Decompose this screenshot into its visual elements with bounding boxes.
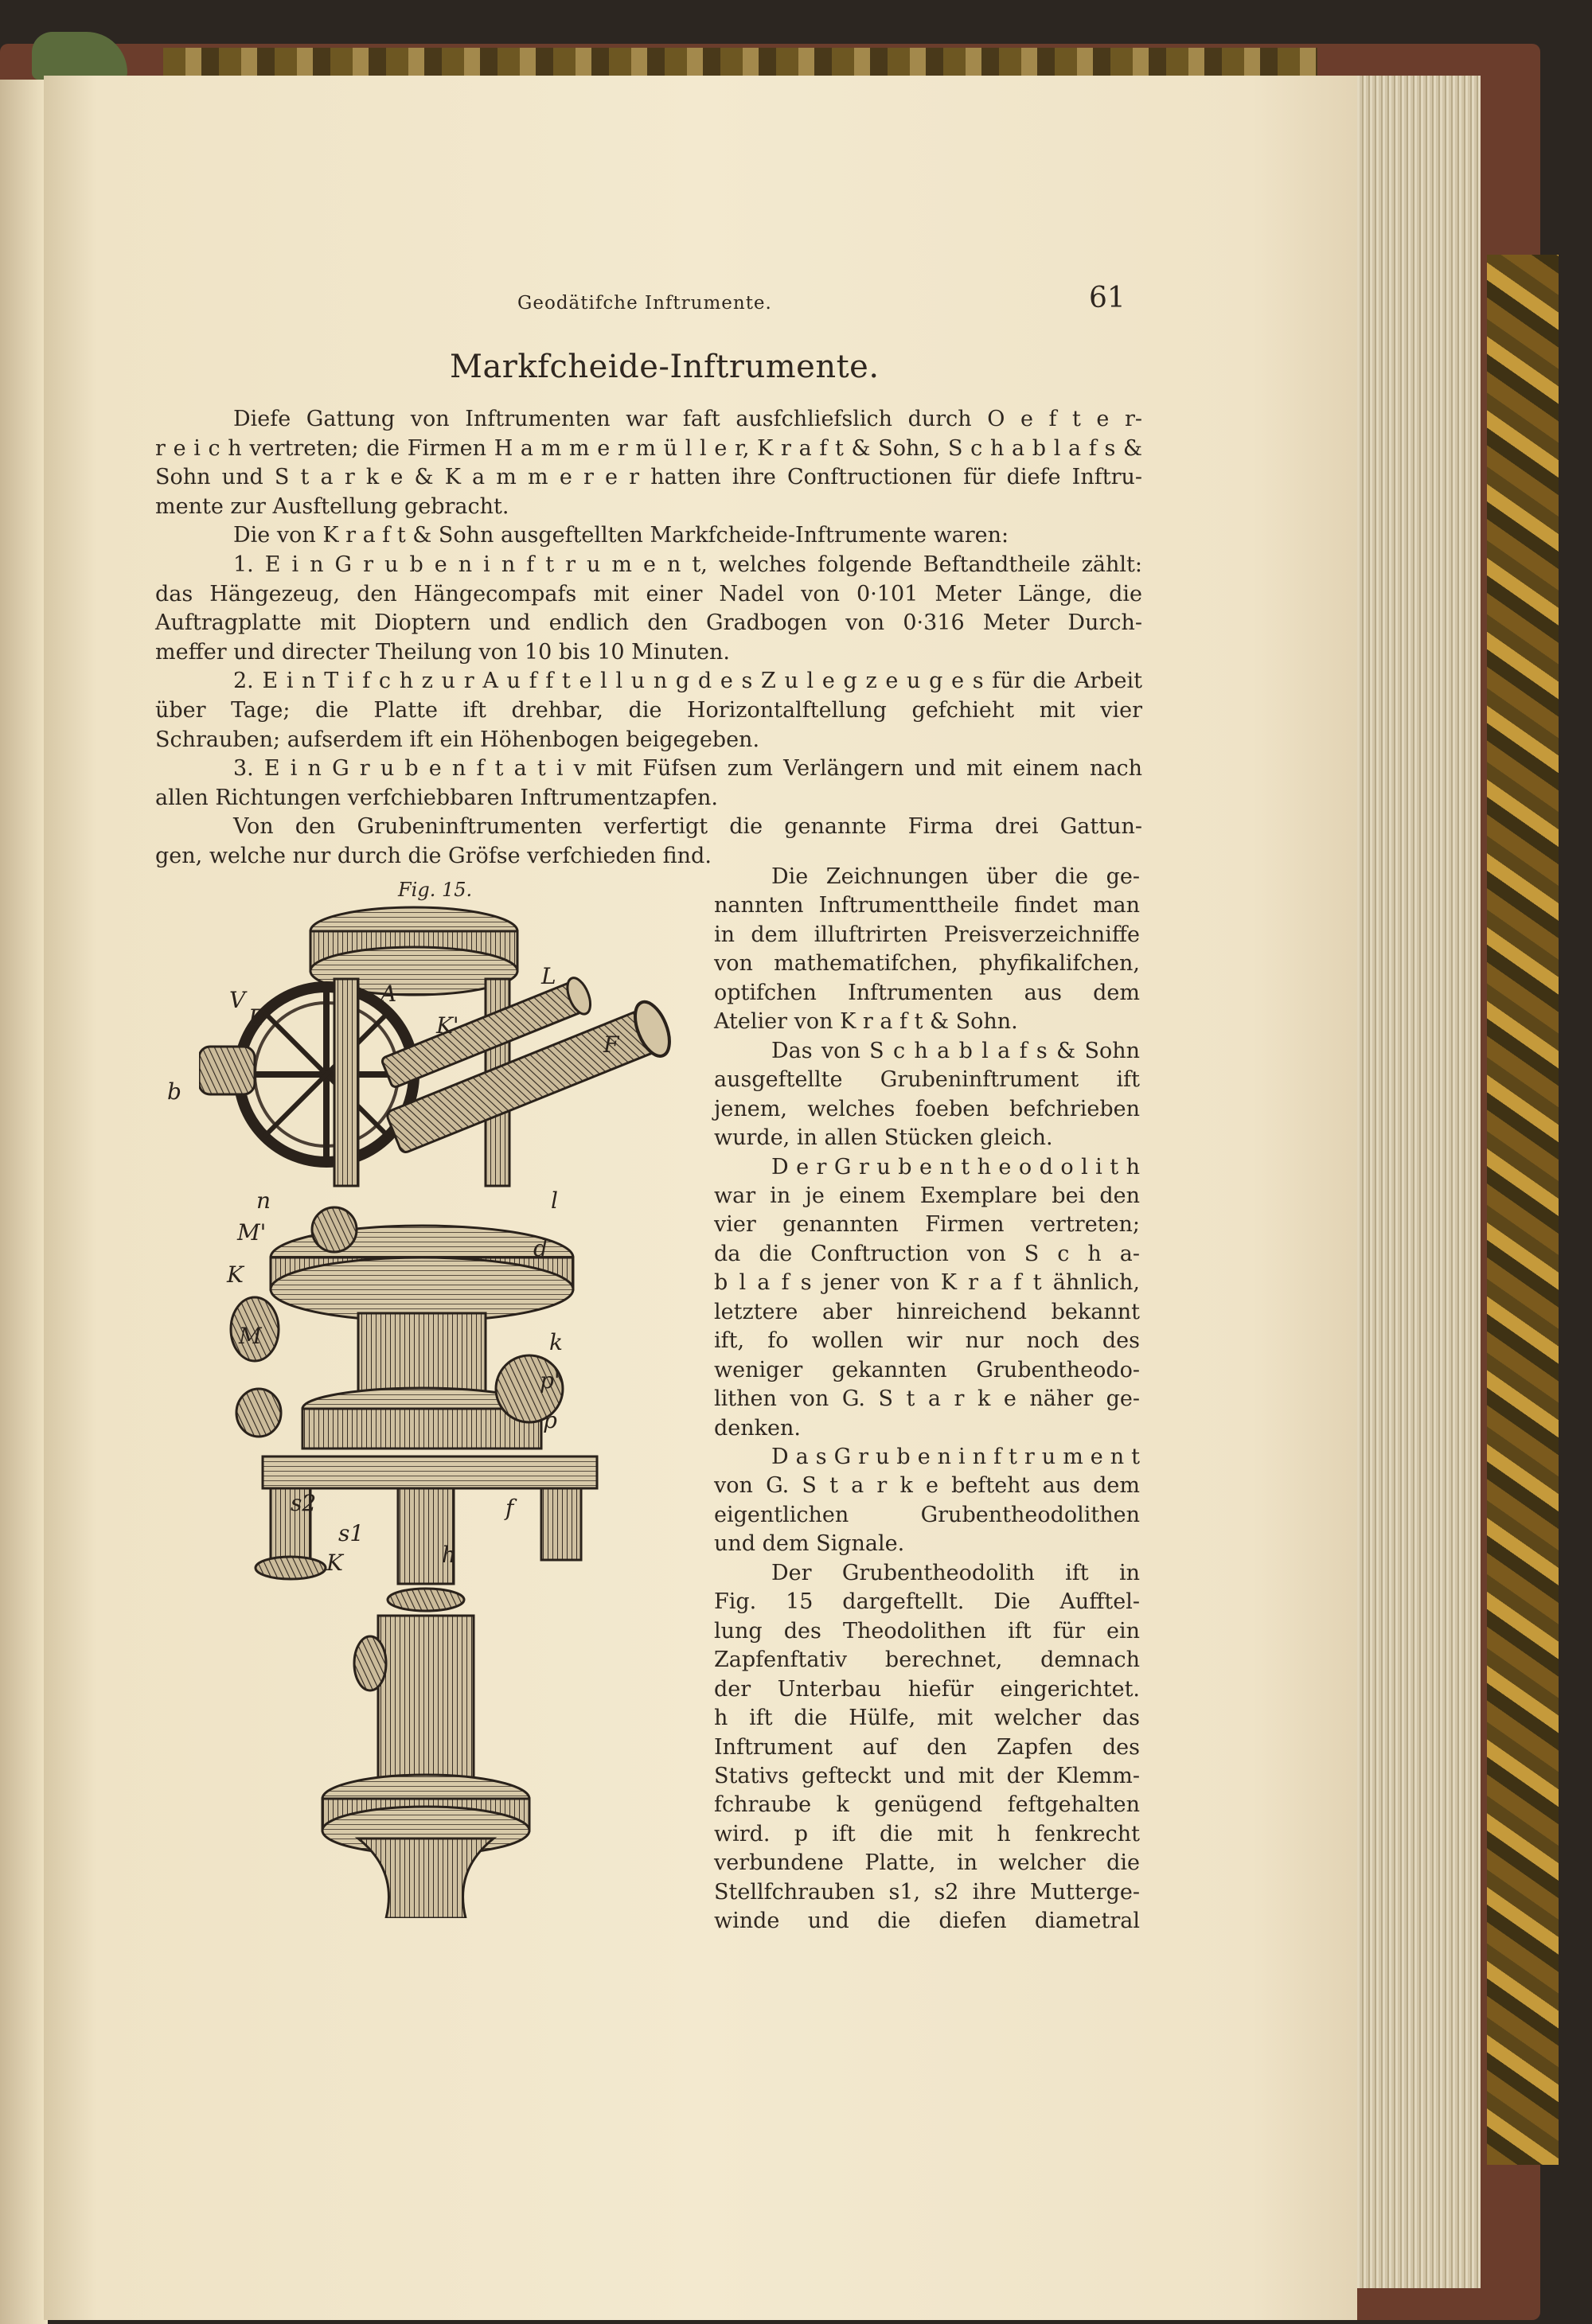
- text-line: Zapfenftativ berechnet, demnach: [714, 1647, 1140, 1673]
- text-line: jenem, welches foeben befchrieben: [714, 1096, 1140, 1121]
- text-line: und dem Signale.: [714, 1531, 905, 1557]
- figure-label: E: [248, 1004, 265, 1031]
- theodolite-illustration: [199, 883, 708, 1918]
- text-line: 1. E i n G r u b e n i n f t r u m e n t, welches folgende Beftandtheile zählt:: [233, 552, 1142, 577]
- text-line: gen, welche nur durch die Gröfse verfchieden find.: [155, 844, 712, 868]
- text-line: Diefe Gattung von Inftrumenten war faft ausfchliefslich durch O e f t e r-: [233, 407, 1142, 431]
- text-line: lung des Theodolithen ift für ein: [714, 1618, 1140, 1644]
- figure-label: V: [229, 987, 246, 1013]
- text-line: D a s G r u b e n i n f t r u m e n t: [771, 1445, 1140, 1469]
- text-line: Der Grubentheodolith ift in: [771, 1560, 1140, 1585]
- text-line: Inftrument auf den Zapfen des: [714, 1734, 1140, 1760]
- text-line: Von den Grubeninftrumenten verfertigt die genannte Firma drei Gattun-: [233, 814, 1142, 840]
- text-line: Auftragplatte mit Dioptern und endlich den Gradbogen von 0·316 Meter Durch-: [155, 610, 1142, 636]
- headband: [163, 48, 1317, 80]
- figure-label: b: [167, 1078, 181, 1105]
- figure-label: L: [541, 963, 556, 989]
- text-line: meffer und directer Theilung von 10 bis 10 Minuten.: [155, 639, 730, 665]
- text-line: fchraube k genügend feftgehalten: [714, 1792, 1140, 1818]
- figure-label: f: [505, 1495, 514, 1521]
- ribbon-marker: [32, 32, 127, 80]
- figure-label: p: [543, 1407, 557, 1433]
- figure-label: K: [326, 1550, 343, 1576]
- text-line: Das von S c h a b l a f s & Sohn: [771, 1038, 1140, 1063]
- figure-label: k: [549, 1329, 563, 1355]
- page-number: 61: [1089, 282, 1126, 314]
- text-line: eigentlichen Grubentheodolithen: [714, 1502, 1140, 1527]
- running-header: Geodätifche Inftrumente.: [517, 293, 772, 314]
- tripod-head: [358, 1839, 494, 1918]
- text-line: da die Conftruction von S c h a-: [714, 1241, 1140, 1266]
- text-line: ausgeftellte Grubeninftrument ift: [714, 1067, 1140, 1093]
- figure-label: s1: [338, 1520, 365, 1546]
- text-line: b l a f s jener von K r a f t ähnlich,: [714, 1270, 1140, 1296]
- text-line: optifchen Inftrumenten aus dem: [714, 980, 1140, 1005]
- text-line: Fig. 15 dargeftellt. Die Aufftel-: [714, 1589, 1140, 1615]
- figure-label: d: [533, 1235, 548, 1261]
- text-line: D e r G r u b e n t h e o d o l i t h: [771, 1154, 1140, 1180]
- figure-label: h: [442, 1542, 457, 1568]
- text-line: allen Richtungen verfchiebbaren Inftrumentzapfen.: [155, 785, 718, 810]
- figure-caption: Fig. 15.: [398, 879, 473, 901]
- base-plate-p: [263, 1456, 597, 1488]
- text-line: denken.: [714, 1415, 801, 1441]
- text-line: Stativs gefteckt und mit der Klemm-: [714, 1763, 1140, 1788]
- text-line: über Tage; die Platte ift drehbar, die Horizontalftellung gefchieht mit vier: [155, 698, 1142, 723]
- text-line: wurde, in allen Stücken gleich.: [714, 1125, 1053, 1151]
- previous-page-edge: [0, 80, 48, 2324]
- text-line: letztere aber hinreichend bekannt: [714, 1299, 1140, 1324]
- text-line: das Hängezeug, den Hängecompafs mit einer Nadel von 0·101 Meter Länge, die: [155, 581, 1142, 606]
- text-line: von mathematifchen, phyfikalifchen,: [714, 951, 1140, 977]
- page-edges: [1353, 76, 1481, 2288]
- figure-label: s2: [291, 1490, 317, 1516]
- figure-label: F: [603, 1031, 619, 1058]
- text-line: Schrauben; aufserdem ift ein Höhenbogen beigegeben.: [155, 727, 760, 752]
- text-line: Atelier von K r a f t & Sohn.: [714, 1009, 1018, 1035]
- text-line: winde und die diefen diametral: [714, 1909, 1140, 1934]
- text-line: 3. E i n G r u b e n f t a t i v mit Füfsen zum Verlängern und mit einem nach: [233, 756, 1142, 782]
- text-line: nannten Inftrumenttheile findet man: [714, 893, 1140, 918]
- figure-label: p': [540, 1367, 560, 1394]
- text-line: lithen von G. S t a r k e näher ge-: [714, 1386, 1140, 1412]
- sleeve-h: [378, 1616, 474, 1791]
- text-line: ift, fo wollen wir nur noch des: [714, 1328, 1140, 1354]
- text-line: von G. S t a r k e befteht aus dem: [714, 1473, 1140, 1499]
- figure-label: K': [436, 1012, 459, 1039]
- section-title: Markfcheide-Inftrumente.: [450, 349, 880, 385]
- text-line: 2. E i n T i f c h z u r A u f f t e l l u n g d e s Z u l e g z e u g e s für die Arbeit: [233, 669, 1142, 694]
- figure-label: n: [256, 1187, 271, 1214]
- text-line: Stellfchrauben s1, s2 ihre Mutterge-: [714, 1879, 1140, 1905]
- text-line: Die Zeichnungen über die ge-: [771, 864, 1140, 889]
- figure-label: l: [551, 1187, 558, 1214]
- text-line: in dem illuftrirten Preisverzeichniffe: [714, 922, 1140, 947]
- figure-label: M: [239, 1323, 262, 1349]
- text-line: r e i c h vertreten; die Firmen H a m m e r m ü l l e r, K r a f t & Sohn, S c h a b l a f s &: [155, 435, 1142, 461]
- figure-label: M': [237, 1219, 267, 1246]
- text-line: weniger gekannten Grubentheodo-: [714, 1357, 1140, 1382]
- text-line: h ift die Hülfe, mit welcher das: [714, 1706, 1140, 1731]
- marbled-cover-edge: [1487, 255, 1559, 2165]
- text-line: Sohn und S t a r k e & K a m m e r e r hatten ihre Conftructionen für diefe Inftru-: [155, 465, 1142, 490]
- text-line: der Unterbau hiefür eingerichtet.: [714, 1676, 1140, 1702]
- text-line: verbundene Platte, in welcher die: [714, 1850, 1140, 1876]
- text-line: war in je einem Exemplare bei den: [714, 1183, 1140, 1208]
- figure-label: K: [227, 1261, 244, 1288]
- text-line: mente zur Ausftellung gebracht.: [155, 493, 509, 519]
- text-line: vier genannten Firmen vertreten;: [714, 1212, 1140, 1238]
- text-line: wird. p ift die mit h fenkrecht: [714, 1821, 1140, 1846]
- text-line: Die von K r a f t & Sohn ausgeftellten Markfcheide-Inftrumente waren:: [233, 523, 1009, 548]
- figure-label: A: [380, 981, 397, 1007]
